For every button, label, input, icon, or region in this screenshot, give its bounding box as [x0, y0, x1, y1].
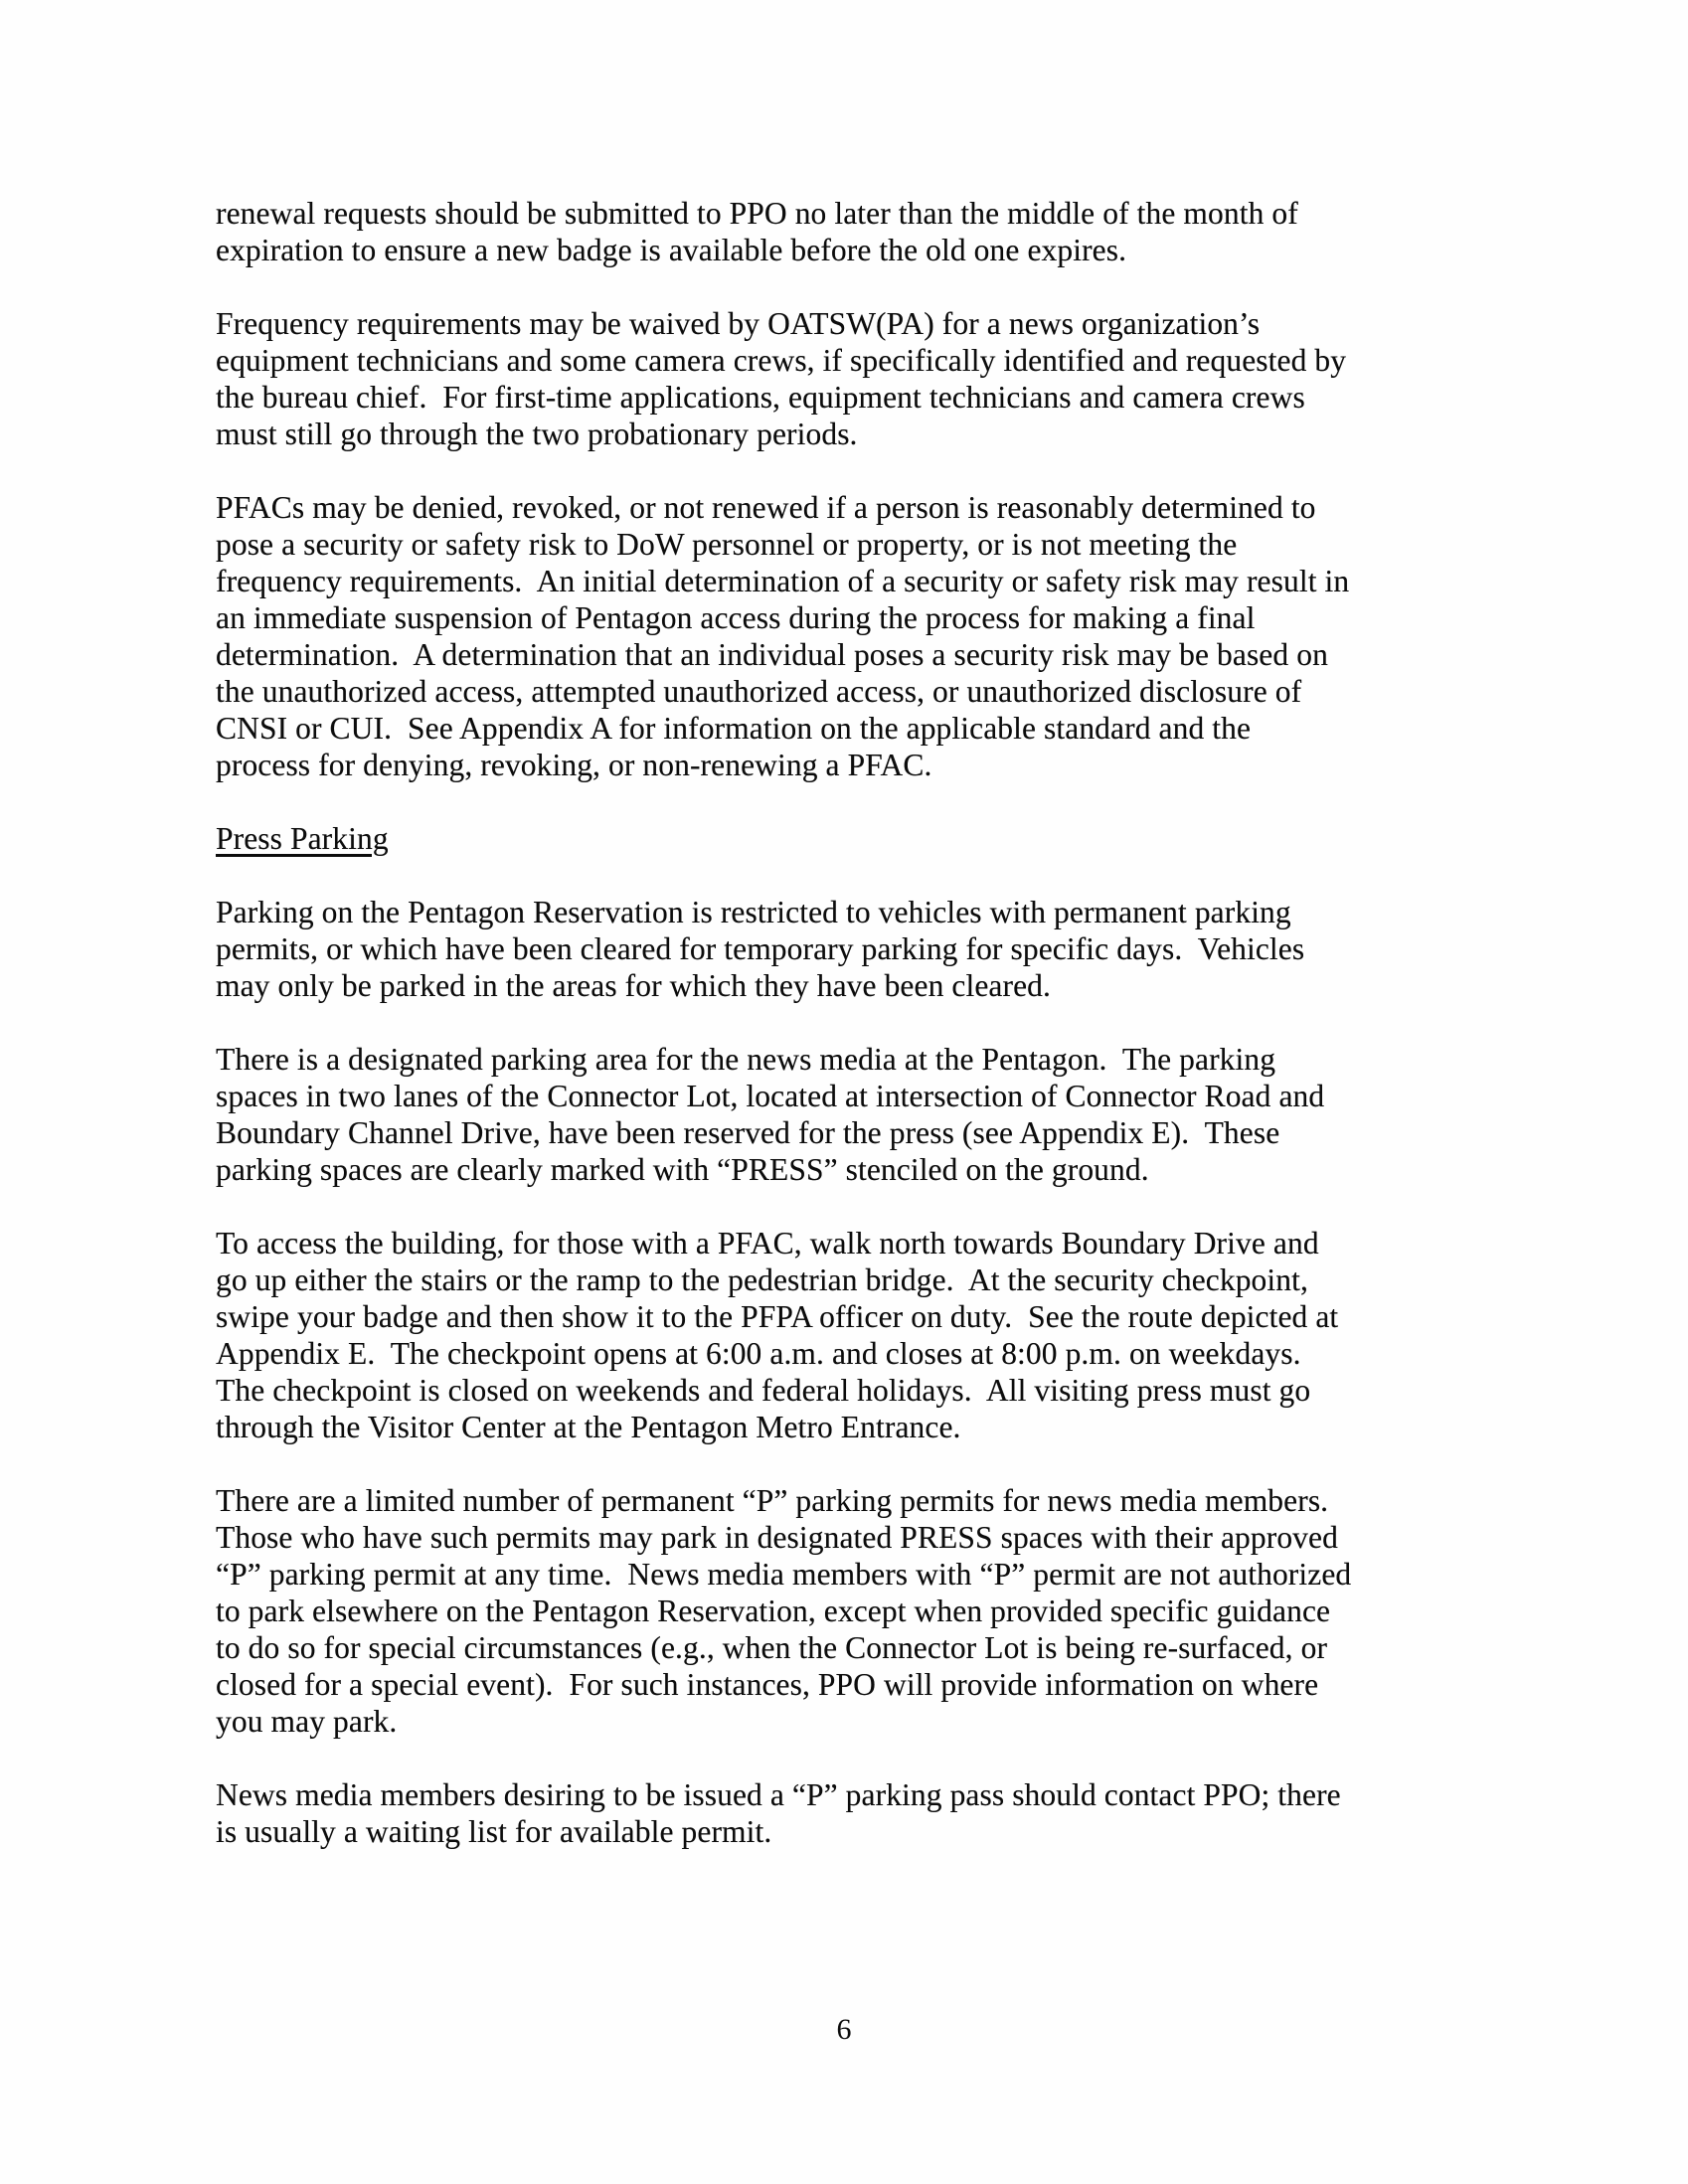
text-line: News media members desiring to be issued a “P” parking pass should contact PPO; there — [216, 1777, 1341, 1812]
text-line: There is a designated parking area for the news media at the Pentagon. The parking — [216, 1042, 1276, 1077]
text-line: Parking on the Pentagon Reservation is restricted to vehicles with permanent parking — [216, 895, 1291, 929]
text-line: CNSI or CUI. See Appendix A for information on the applicable standard and the — [216, 711, 1252, 746]
text-line: equipment technicians and some camera crews, if specifically identified and requested by — [216, 343, 1347, 378]
text-line: PFACs may be denied, revoked, or not renewed if a person is reasonably determined to — [216, 490, 1316, 525]
paragraph — [216, 489, 1478, 783]
text-line: determination. A determination that an individual poses a security risk may be based on — [216, 637, 1328, 672]
text-line: Frequency requirements may be waived by OATSW(PA) for a news organization’s — [216, 306, 1261, 341]
text-line: go up either the stairs or the ramp to the pedestrian bridge. At the security checkpoint, — [216, 1262, 1308, 1297]
text-line: must still go through the two probationary periods. — [216, 417, 858, 451]
text-line: pose a security or safety risk to DoW personnel or property, or is not meeting the — [216, 527, 1238, 562]
paragraph — [216, 1776, 1478, 1850]
text-line: To access the building, for those with a PFAC, walk north towards Boundary Drive and — [216, 1226, 1319, 1260]
text-line: frequency requirements. An initial determination of a security or safety risk may result in — [216, 564, 1350, 598]
text-line: an immediate suspension of Pentagon access during the process for making a final — [216, 600, 1256, 635]
text-line: permits, or which have been cleared for temporary parking for specific days. Vehicles — [216, 931, 1305, 966]
text-line: through the Visitor Center at the Pentagon Metro Entrance. — [216, 1410, 961, 1444]
text-line: process for denying, revoking, or non-renewing a PFAC. — [216, 748, 932, 782]
text-line: Appendix E. The checkpoint opens at 6:00 a.m. and closes at 8:00 p.m. on weekdays. — [216, 1336, 1301, 1371]
text-line: you may park. — [216, 1704, 398, 1739]
text-line: parking spaces are clearly marked with “PRESS” stenciled on the ground. — [216, 1152, 1149, 1187]
text-line: is usually a waiting list for available permit. — [216, 1814, 772, 1849]
section-heading — [216, 820, 1478, 857]
text-line: to do so for special circumstances (e.g., when the Connector Lot is being re-surfaced, or — [216, 1630, 1328, 1665]
paragraph — [216, 195, 1478, 268]
paragraph — [216, 305, 1478, 452]
paragraph — [216, 894, 1478, 1004]
text-line: to park elsewhere on the Pentagon Reservation, except when provided specific guidance — [216, 1594, 1331, 1628]
text-line: Press Parking — [216, 821, 389, 856]
text-line: the bureau chief. For first-time applications, equipment technicians and camera crews — [216, 380, 1305, 415]
text-line: expiration to ensure a new badge is available before the old one expires. — [216, 233, 1127, 267]
text-line: Those who have such permits may park in designated PRESS spaces with their approved — [216, 1520, 1338, 1555]
text-line: Boundary Channel Drive, have been reserved for the press (see Appendix E). These — [216, 1115, 1280, 1150]
text-line: renewal requests should be submitted to PPO no later than the middle of the month of — [216, 196, 1298, 231]
text-line: swipe your badge and then show it to the PFPA officer on duty. See the route depicted at — [216, 1299, 1339, 1334]
document-body — [216, 195, 1478, 1887]
paragraph — [216, 1482, 1478, 1740]
text-line: closed for a special event). For such instances, PPO will provide information on where — [216, 1667, 1319, 1702]
text-line: may only be parked in the areas for which they have been cleared. — [216, 968, 1052, 1003]
text-line: The checkpoint is closed on weekends and federal holidays. All visiting press must go — [216, 1373, 1311, 1408]
text-line: the unauthorized access, attempted unauthorized access, or unauthorized disclosure of — [216, 674, 1302, 709]
page-number: 6 — [836, 2013, 852, 2046]
paragraph — [216, 1041, 1478, 1188]
text-line: “P” parking permit at any time. News media members with “P” permit are not authorized — [216, 1557, 1352, 1592]
paragraph — [216, 1225, 1478, 1445]
text-line: spaces in two lanes of the Connector Lot, located at intersection of Connector Road and — [216, 1079, 1325, 1113]
text-line: There are a limited number of permanent “P” parking permits for news media members. — [216, 1483, 1329, 1518]
